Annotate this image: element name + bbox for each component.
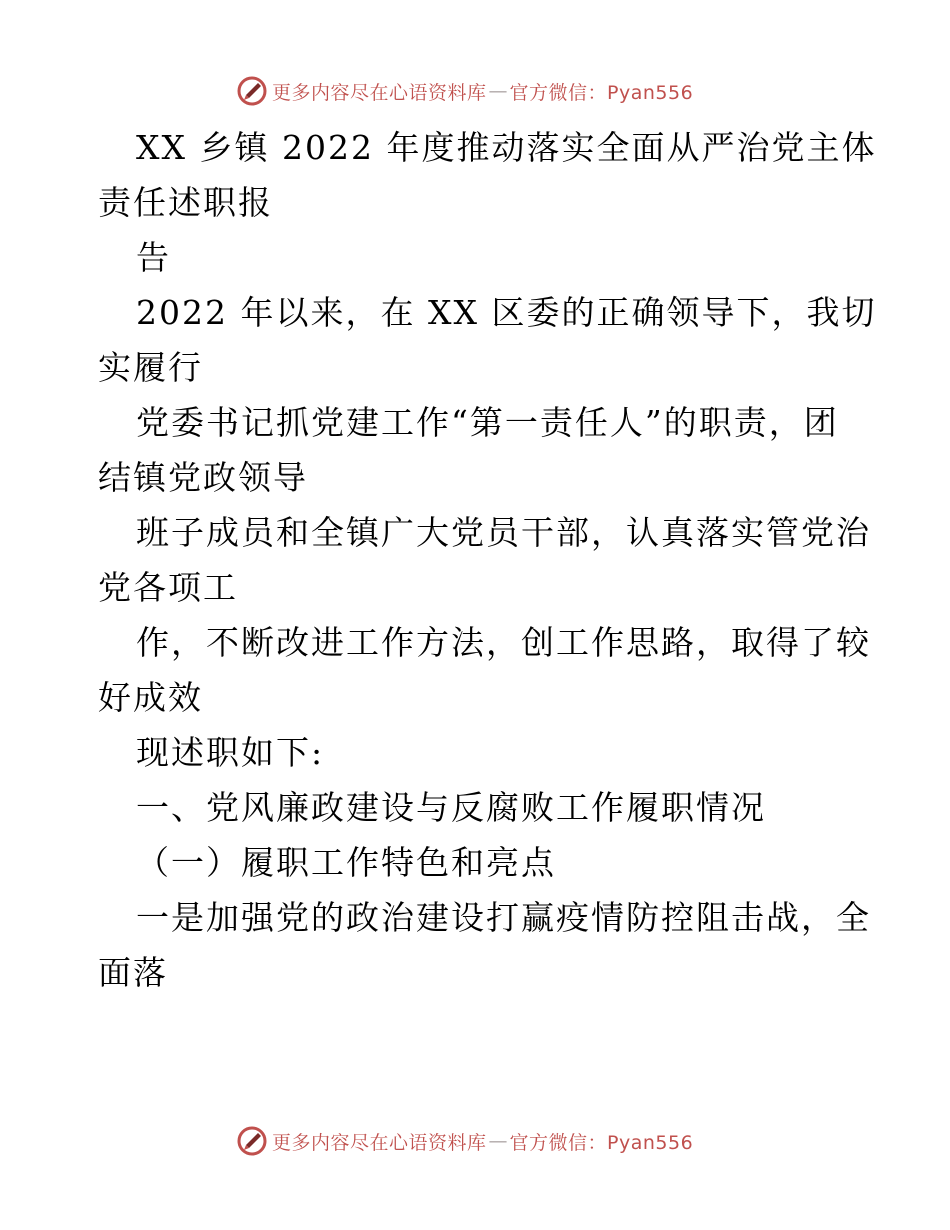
banner-wechat: 官方微信：Pyan556 [509,1131,694,1154]
title-line-2: 责任述职报 [98,183,273,222]
paragraph-line: 2022 年以来，在 XX 区委的正确领导下，我切 [136,293,877,332]
document-body [98,120,877,1000]
header-watermark-banner [236,74,693,108]
paragraph-line: 结镇党政领导 [98,458,308,497]
banner-text: 更多内容尽在心语资料库 [272,81,487,104]
paragraph-line: 现述职如下: [136,733,325,772]
banner-separator: — [488,1130,508,1152]
section-heading: 一、党风廉政建设与反腐败工作履职情况 [136,788,766,827]
paragraph-line: 面落 [98,953,168,992]
title-line-3: 告 [136,238,171,277]
banner-wechat: 官方微信：Pyan556 [509,81,694,104]
banner-text: 更多内容尽在心语资料库 [272,1131,487,1154]
subsection-heading: （一）履职工作特色和亮点 [136,843,556,882]
paragraph-line: 一是加强党的政治建设打赢疫情防控阻击战，全 [136,898,871,937]
footer-watermark-banner [236,1124,693,1158]
brand-logo-icon [236,1125,268,1157]
banner-separator: — [488,80,508,102]
title-line-1: XX 乡镇 2022 年度推动落实全面从严治党主体 [136,128,877,167]
paragraph-line: 好成效 [98,678,203,717]
paragraph-line: 党委书记抓党建工作“第一责任人”的职责，团 [136,403,839,442]
paragraph-line: 作，不断改进工作方法，创工作思路，取得了较 [136,623,871,662]
brand-logo-icon [236,75,268,107]
paragraph-line: 班子成员和全镇广大党员干部，认真落实管党治 [136,513,871,552]
paragraph-line: 实履行 [98,348,203,387]
paragraph-line: 党各项工 [98,568,238,607]
